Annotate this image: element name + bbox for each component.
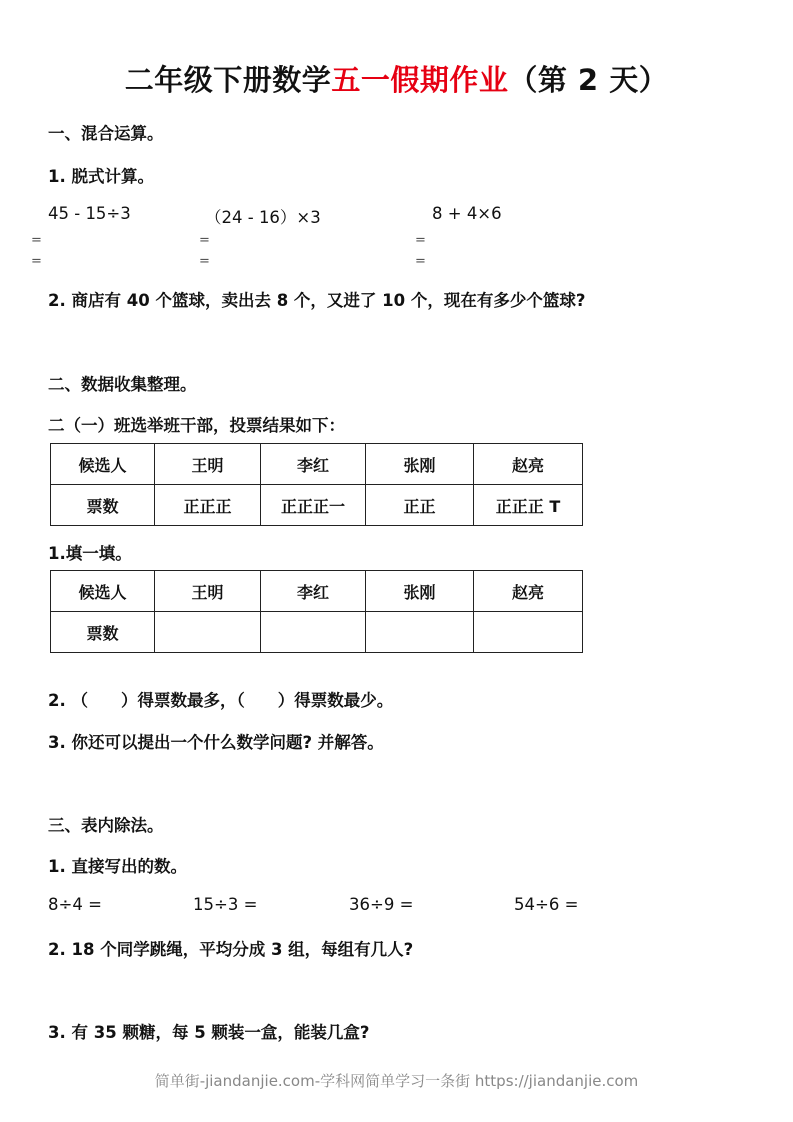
- blank-answer-cell[interactable]: [366, 612, 474, 653]
- table-header-cell: 张刚: [366, 444, 474, 485]
- vote-fill-table: [50, 570, 583, 653]
- table-row: [51, 485, 583, 526]
- table-header-cell: 李红: [261, 444, 366, 485]
- table-header-cell: 候选人: [51, 444, 155, 485]
- equals-sign: =: [199, 233, 210, 248]
- division-calc-2: 15÷3 =: [193, 895, 258, 914]
- division-calc-3: 36÷9 =: [349, 895, 414, 914]
- table-cell: 票数: [51, 485, 155, 526]
- section2-q2: 2. （ ）得票数最多，（ ）得票数最少。: [48, 691, 394, 710]
- section3-q1: 1. 直接写出的数。: [48, 857, 187, 876]
- table-cell: 正正正一: [261, 485, 366, 526]
- section2-q1: 1.填一填。: [48, 544, 132, 563]
- table-header-cell: 赵亮: [474, 444, 583, 485]
- table-row: [51, 612, 583, 653]
- equals-sign: =: [31, 233, 42, 248]
- title-highlight: 五一假期作业: [331, 63, 509, 97]
- table-header-cell: 候选人: [51, 571, 155, 612]
- equals-sign: =: [415, 254, 426, 269]
- section1-q1: 1. 脱式计算。: [48, 167, 154, 186]
- equals-sign: =: [199, 254, 210, 269]
- division-calc-1: 8÷4 =: [48, 895, 102, 914]
- equals-sign: =: [415, 233, 426, 248]
- section2-heading: 二、数据收集整理。: [48, 375, 197, 394]
- blank-answer-cell[interactable]: [261, 612, 366, 653]
- section3-heading: 三、表内除法。: [48, 816, 164, 835]
- table-row: [51, 571, 583, 612]
- division-calc-4: 54÷6 =: [514, 895, 579, 914]
- page-title: [0, 58, 793, 99]
- table-header-cell: 王明: [155, 571, 261, 612]
- calc-2: （24 - 16）×3: [205, 208, 321, 227]
- vote-tally-table: [50, 443, 583, 526]
- calc-3: 8 + 4×6: [432, 204, 502, 223]
- blank-answer-cell[interactable]: [474, 612, 583, 653]
- section1-q2: 2. 商店有 40 个篮球，卖出去 8 个，又进了 10 个，现在有多少个篮球?: [48, 291, 586, 310]
- section3-q3: 3. 有 35 颗糖，每 5 颗装一盒，能装几盒?: [48, 1023, 370, 1042]
- title-prefix: 二年级下册数学: [124, 63, 332, 97]
- table-cell: 票数: [51, 612, 155, 653]
- table-row: [51, 444, 583, 485]
- equals-sign: =: [31, 254, 42, 269]
- section2-intro: 二（一）班选举班干部，投票结果如下：: [48, 416, 345, 435]
- blank-answer-cell[interactable]: [155, 612, 261, 653]
- footer-watermark: 简单街-jiandanjie.com-学科网简单学习一条街 https://jiandanjie.com: [154, 1072, 639, 1090]
- calc-1: 45 - 15÷3: [48, 204, 131, 223]
- section2-q3: 3. 你还可以提出一个什么数学问题? 并解答。: [48, 733, 384, 752]
- table-cell: 正正: [366, 485, 474, 526]
- table-cell: 正正正: [155, 485, 261, 526]
- table-header-cell: 李红: [261, 571, 366, 612]
- section3-q2: 2. 18 个同学跳绳，平均分成 3 组，每组有几人?: [48, 940, 414, 959]
- title-suffix: （第 2 天）: [508, 63, 669, 97]
- table-header-cell: 王明: [155, 444, 261, 485]
- table-header-cell: 张刚: [366, 571, 474, 612]
- section1-heading: 一、混合运算。: [48, 124, 164, 143]
- table-header-cell: 赵亮: [474, 571, 583, 612]
- table-cell: 正正正 T: [474, 485, 583, 526]
